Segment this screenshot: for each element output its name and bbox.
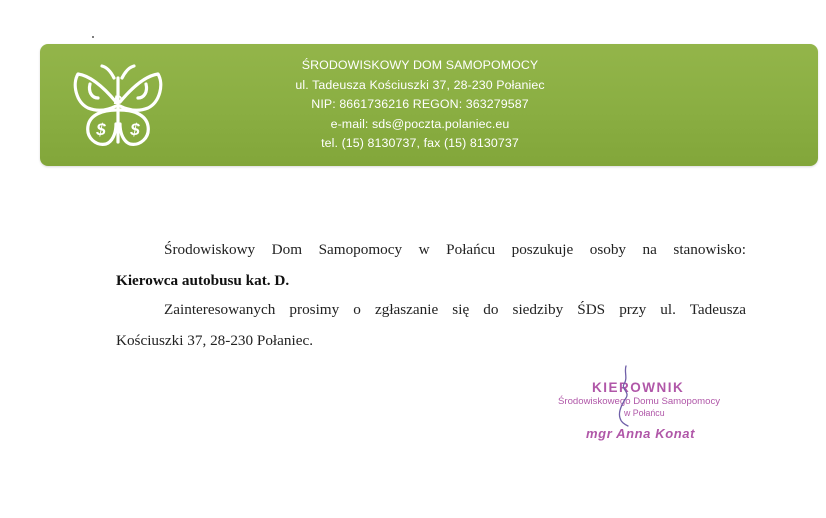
- job-title: Kierowca autobusu kat. D.: [116, 272, 290, 289]
- paragraph-announcement: [116, 240, 746, 260]
- stamp-signatory-name: mgr Anna Konat: [586, 426, 696, 441]
- official-stamp: [552, 376, 742, 446]
- svg-text:D: D: [113, 93, 123, 107]
- scan-artifact: [92, 36, 94, 38]
- logo-letter-s-left: $: [96, 120, 106, 139]
- handwritten-signature: [604, 362, 644, 428]
- org-phone: tel. (15) 8130737, fax (15) 8130737: [321, 136, 519, 150]
- instructions-line-2: Kościuszki 37, 28-230 Połaniec.: [116, 332, 313, 349]
- stamp-title: KIEROWNIK: [592, 380, 685, 395]
- org-ids: NIP: 8661736216 REGON: 363279587: [311, 97, 529, 111]
- announcement-line: Środowiskowy Dom Samopomocy w Połańcu poszukuje osoby na stanowisko:: [164, 241, 746, 258]
- paragraph-instructions: [116, 300, 746, 351]
- stamp-institution: Środowiskowego Domu Samopomocy: [558, 396, 721, 407]
- org-address: ul. Tadeusza Kościuszki 37, 28-230 Połaniec: [295, 77, 545, 92]
- stamp-location: w Połańcu: [624, 408, 665, 418]
- logo-letter-s-right: $: [130, 120, 140, 139]
- butterfly-icon: [70, 64, 166, 150]
- header-contact-block: [260, 56, 580, 154]
- org-name: ŚRODOWISKOWY DOM SAMOPOMOCY: [301, 58, 539, 72]
- org-email: e-mail: sds@poczta.polaniec.eu: [330, 116, 510, 131]
- instructions-line-1: Zainteresowanych prosimy o zgłaszanie się do siedziby ŚDS przy ul. Tadeusza: [164, 301, 746, 318]
